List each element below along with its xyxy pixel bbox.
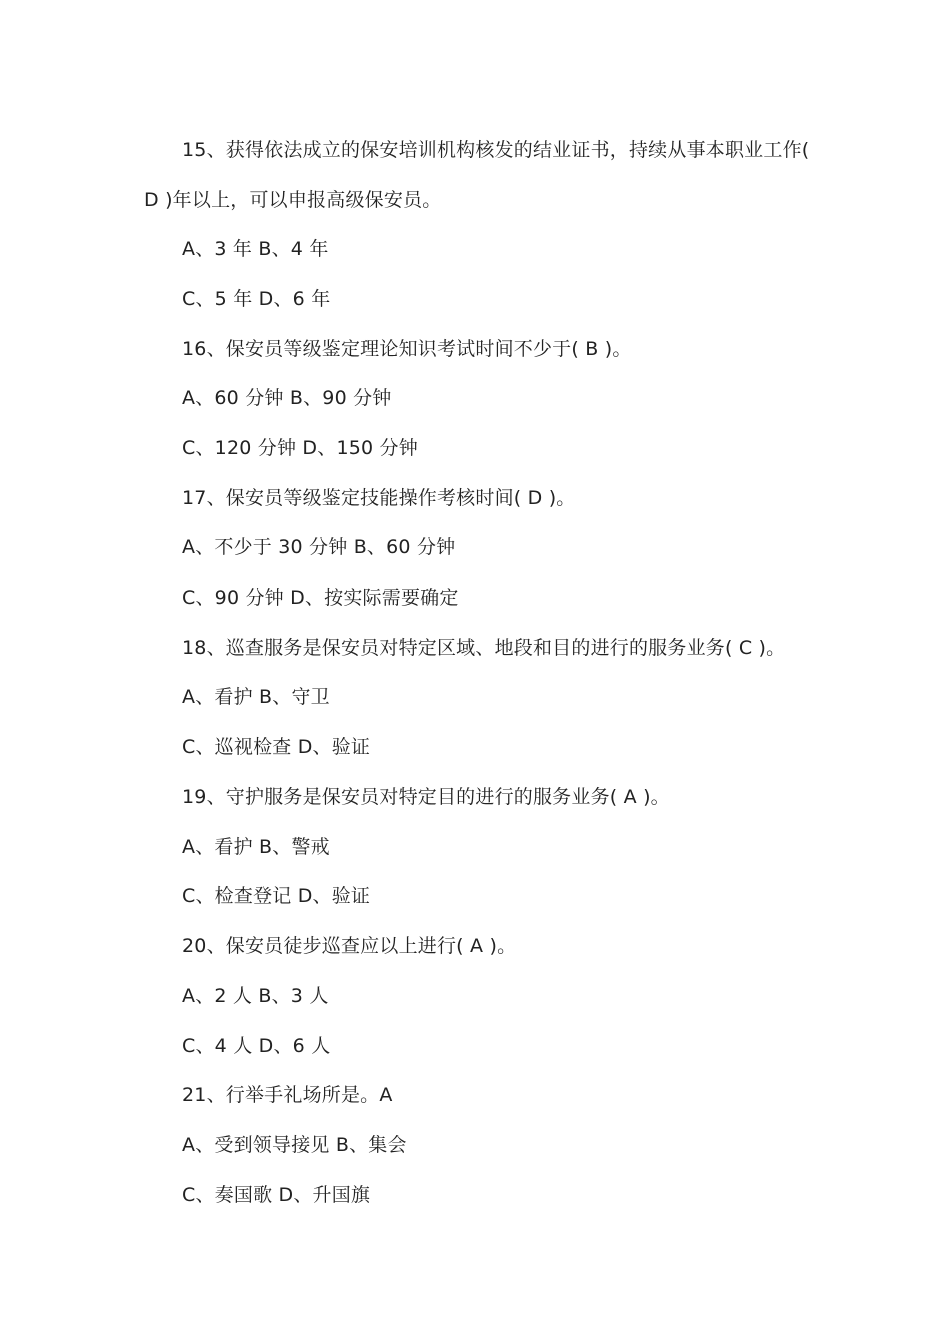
question-17-options-cd: C、90 分钟 D、按实际需要确定: [182, 587, 459, 609]
question-18-options-cd: C、巡视检查 D、验证: [182, 736, 371, 758]
question-15-options-ab: A、3 年 B、4 年: [182, 238, 329, 260]
question-21-options-ab: A、受到领导接见 B、集会: [182, 1134, 407, 1156]
question-20-stem: 20、保安员徒步巡查应以上进行( A )。: [182, 935, 517, 957]
question-17-stem: 17、保安员等级鉴定技能操作考核时间( D )。: [182, 487, 576, 509]
question-19-options-cd: C、检查登记 D、验证: [182, 885, 371, 907]
question-21-stem: 21、行举手礼场所是。A: [182, 1084, 393, 1106]
question-15-stem-continued: D )年以上，可以申报高级保安员。: [144, 189, 442, 211]
question-15-options-cd: C、5 年 D、6 年: [182, 288, 331, 310]
question-19-options-ab: A、看护 B、警戒: [182, 836, 330, 858]
question-21-options-cd: C、奏国歌 D、升国旗: [182, 1184, 371, 1206]
question-15-stem: 15、获得依法成立的保安培训机构核发的结业证书，持续从事本职业工作(: [182, 139, 810, 161]
question-16-stem: 16、保安员等级鉴定理论知识考试时间不少于( B )。: [182, 338, 632, 360]
question-19-stem: 19、守护服务是保安员对特定目的进行的服务业务( A )。: [182, 786, 670, 808]
question-18-options-ab: A、看护 B、守卫: [182, 686, 330, 708]
question-18-stem: 18、巡查服务是保安员对特定区域、地段和目的进行的服务业务( C )。: [182, 637, 786, 659]
question-16-options-cd: C、120 分钟 D、150 分钟: [182, 437, 418, 459]
question-17-options-ab: A、不少于 30 分钟 B、60 分钟: [182, 536, 456, 558]
question-20-options-cd: C、4 人 D、6 人: [182, 1035, 331, 1057]
question-20-options-ab: A、2 人 B、3 人: [182, 985, 329, 1007]
question-16-options-ab: A、60 分钟 B、90 分钟: [182, 387, 392, 409]
